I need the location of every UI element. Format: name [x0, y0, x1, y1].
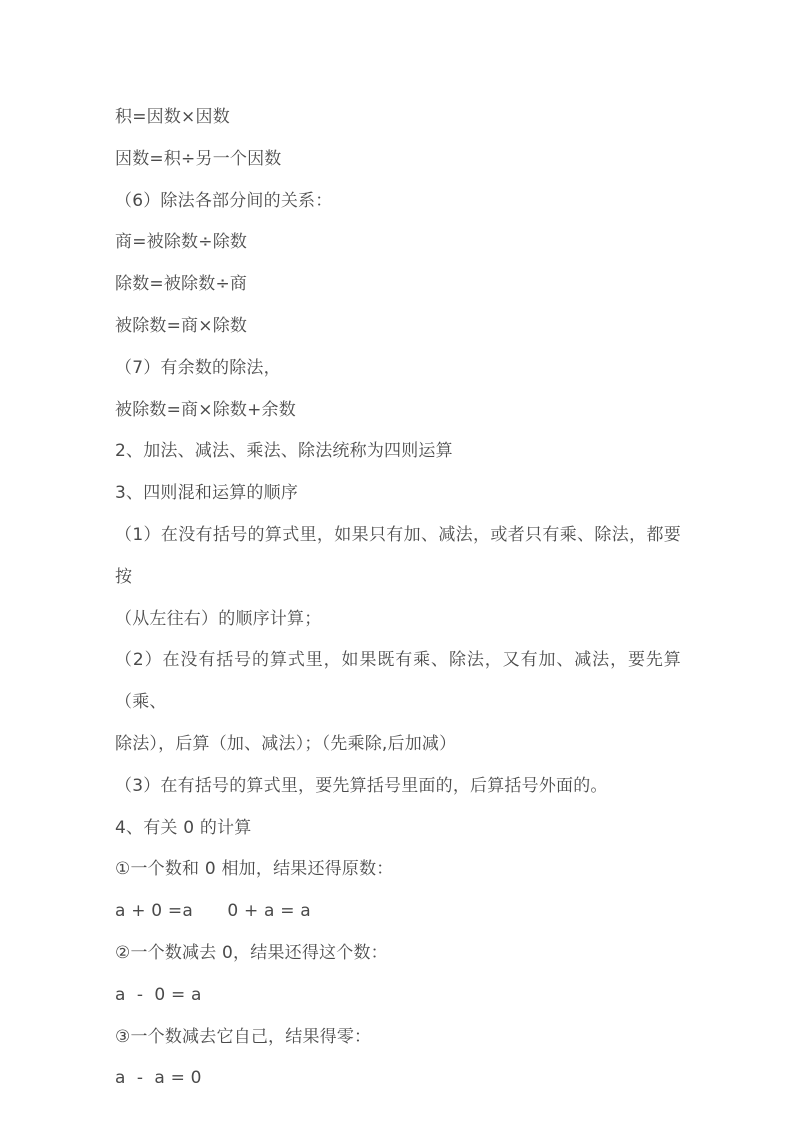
- doc-line: 3、四则混和运算的顺序: [115, 483, 299, 504]
- doc-line: 被除数=商×除数+余数: [115, 399, 296, 420]
- doc-line: （3）在有括号的算式里，要先算括号里面的，后算括号外面的。: [115, 775, 608, 796]
- doc-line: a - 0 = a: [115, 984, 202, 1005]
- doc-line: （从左往右）的顺序计算；: [115, 608, 322, 629]
- doc-line: ③一个数减去它自己，结果得零：: [115, 1026, 372, 1047]
- doc-line: 商=被除数÷除数: [115, 232, 248, 253]
- doc-line: （1）在没有括号的算式里，如果只有加、减法，或者只有乘、除法，都要按: [115, 524, 681, 587]
- doc-line: （6）除法各部分间的关系：: [115, 190, 333, 211]
- doc-line: ①一个数和 0 相加，结果还得原数：: [115, 859, 394, 880]
- doc-line: 除法），后算（加、减法）；（先乘除,后加减）: [115, 733, 457, 754]
- doc-line: ②一个数减去 0，结果还得这个数：: [115, 942, 388, 963]
- doc-line: （2）在没有括号的算式里，如果既有乘、除法，又有加、减法，要先算（乘、: [115, 650, 681, 713]
- doc-line: a + 0 =a 0 + a = a: [115, 901, 311, 922]
- doc-line: 被除数=商×除数: [115, 315, 248, 336]
- doc-line: 2、加法、减法、乘法、除法统称为四则运算: [115, 441, 453, 462]
- doc-line: 4、有关 0 的计算: [115, 817, 252, 838]
- doc-line: （7）有余数的除法，: [115, 357, 281, 378]
- document-body: [115, 97, 681, 1100]
- doc-line: 积=因数×因数: [115, 107, 230, 127]
- doc-line: a - a = 0: [115, 1068, 202, 1089]
- doc-line: 除数=被除数÷商: [115, 274, 248, 295]
- doc-line: 因数=积÷另一个因数: [115, 148, 282, 169]
